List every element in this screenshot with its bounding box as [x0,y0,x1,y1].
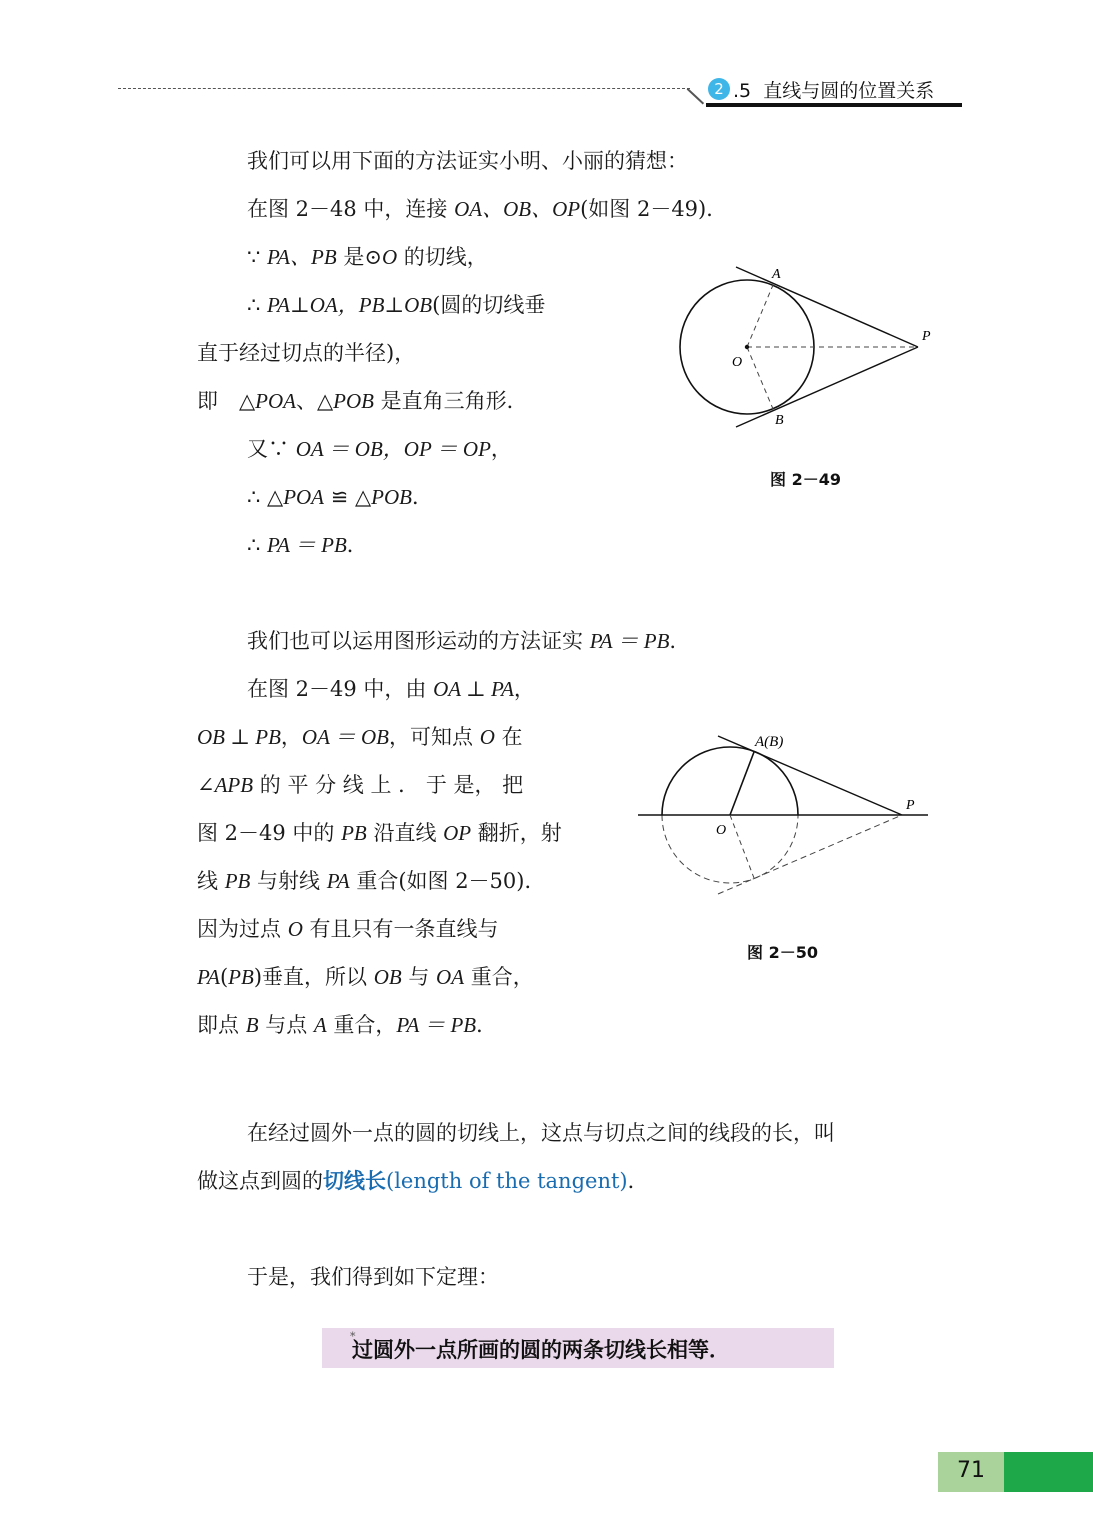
theorem-intro: 于是，我们得到如下定理： [247,1265,499,1289]
proof2-line6: 因为过点 O 有且只有一条直线与 [197,917,499,941]
header-rule [706,103,962,107]
term-tangent-length-en: (length of the tangent) [386,1169,628,1193]
theorem-box [322,1328,834,1368]
fig50-lower-arc [662,815,798,883]
section-title: 直线与圆的位置关系 [763,80,935,102]
header-slant [687,88,704,104]
proof2-intro: 我们也可以运用图形运动的方法证实 PA ＝ PB. [247,629,677,653]
proof1-line5: 即 △POA、△POB 是直角三角形． [197,389,528,413]
figure-2-49 [670,260,940,440]
section-heading [733,76,934,103]
page-number-bar [1004,1452,1093,1492]
proof2-line1: 在图 2－49 中，由 OA ⊥ PA， [247,677,535,701]
fig50-label-ab: A(B) [755,734,784,750]
fig50-label-p: P [906,798,915,813]
fig50-reflected-pb [718,815,902,894]
figure-2-49-caption: 图 2－49 [770,470,841,489]
fig49-label-p: P [922,329,931,344]
proof1-line2: ∵ PA、PB 是⊙O 的切线， [247,245,488,269]
fig49-tangent-pb [736,347,918,427]
fig50-radius-oa [730,752,754,815]
fig49-label-a: A [772,267,781,282]
section-suffix: .5 [733,80,752,102]
definition-line1: 在经过圆外一点的圆的切线上，这点与切点之间的线段的长，叫 [247,1121,835,1145]
proof1-line3: ∴ PA⊥OA，PB⊥OB(圆的切线垂 [247,293,546,317]
term-tangent-length: 切线长 [323,1169,386,1193]
proof2-line7: PA(PB)垂直，所以 OB 与 OA 重合， [197,965,534,989]
fig49-label-o: O [732,355,743,370]
fig49-radius-oa [747,285,773,347]
theorem-text: 过圆外一点所画的圆的两条切线长相等． [352,1338,730,1362]
figure-2-50-caption: 图 2－50 [747,943,818,962]
proof1-line7: ∴ △POA ≌ △POB． [247,485,433,509]
proof2-line8: 即点 B 与点 A 重合，PA ＝ PB． [197,1013,498,1037]
figure-2-50 [630,725,940,900]
theorem-star: * [350,1330,356,1343]
proof1-line6: 又∵ OA ＝ OB，OP ＝ OP， [247,437,512,461]
proof2-line3: ∠APB 的 平 分 线 上 ． 于 是， 把 [197,773,524,797]
proof2-line4: 图 2－49 中的 PB 沿直线 OP 翻折，射 [197,821,562,845]
fig49-label-b: B [775,413,784,428]
proof1-line4: 直于经过切点的半径)， [197,341,416,365]
fig50-upper-arc [662,747,798,815]
fig49-radius-ob [747,347,773,409]
proof1-intro: 我们可以用下面的方法证实小明、小丽的猜想： [247,149,688,173]
fig50-radius-ob [730,815,754,878]
proof2-line2: OB ⊥ PB，OA ＝ OB，可知点 O 在 [197,725,523,749]
fig50-label-o: O [716,823,727,838]
proof1-line1: 在图 2－48 中，连接 OA、OB、OP(如图 2－49)． [247,197,728,221]
header-dashed-rule [118,88,690,89]
proof2-line5: 线 PB 与射线 PA 重合(如图 2－50)． [197,869,546,893]
fig49-center-dot [745,345,749,349]
definition-line2: 做这点到圆的切线长(length of the tangent)． [197,1169,649,1193]
fig49-tangent-pa [736,267,918,347]
page-number: 71 [957,1458,985,1483]
section-number-badge: 2 [708,78,730,100]
proof1-line8: ∴ PA ＝ PB． [247,533,368,557]
